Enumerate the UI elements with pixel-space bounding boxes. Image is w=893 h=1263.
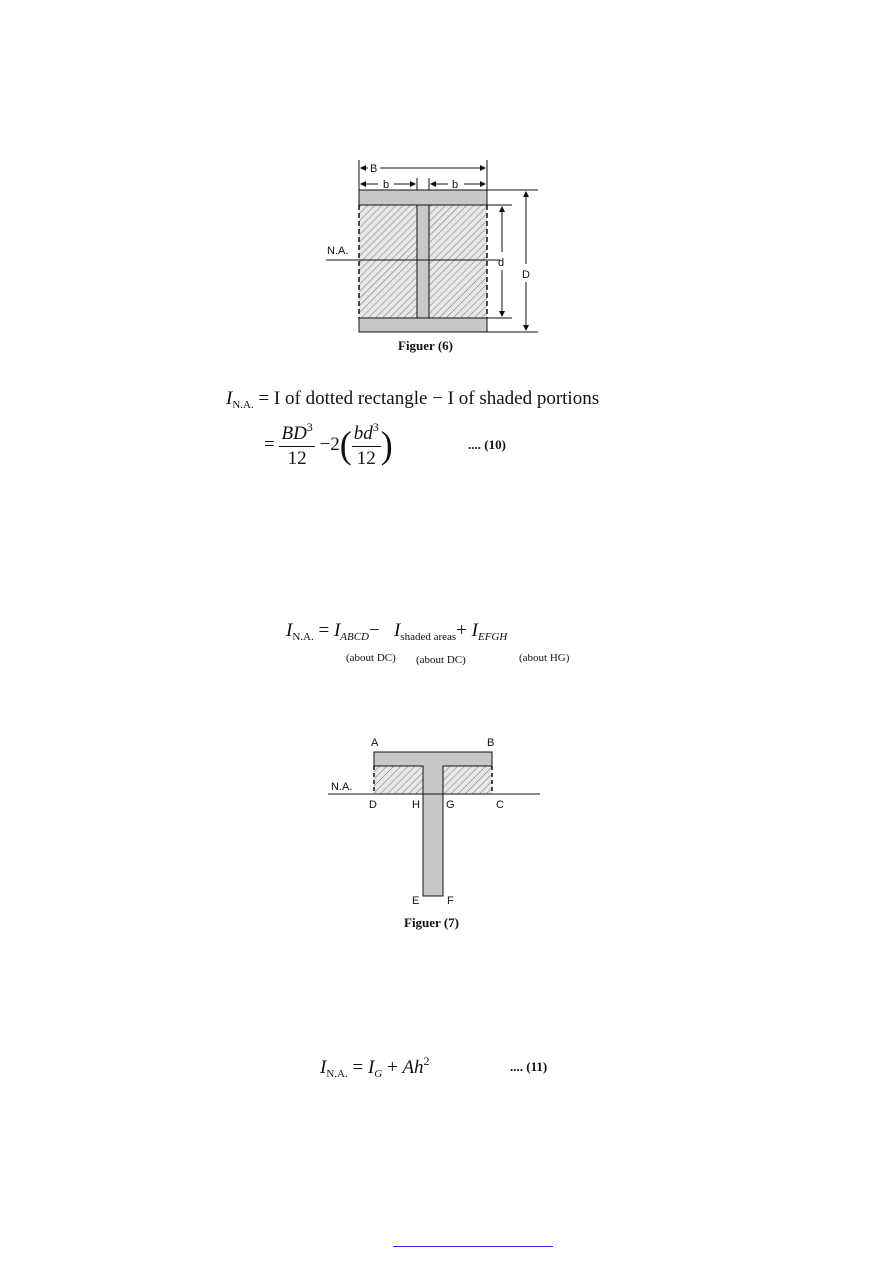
label-b-left: b xyxy=(383,179,390,191)
t-shaded-left xyxy=(374,766,423,794)
t-label-na: N.A. xyxy=(331,781,353,793)
eqt-term3-sub: EFGH xyxy=(477,631,508,643)
label-b-right: b xyxy=(452,179,459,191)
eq10-frac1-den: 12 xyxy=(287,448,307,469)
eq10-frac2-sup: 3 xyxy=(372,420,379,434)
t-shaded-right xyxy=(443,766,492,794)
eq11-Ah-sup: 2 xyxy=(423,1054,430,1068)
eqt-term3-I: I xyxy=(471,620,478,641)
figure-7-caption: Figuer (7) xyxy=(404,915,459,930)
t-label-H: H xyxy=(412,799,420,811)
eq10-frac2-num: bd xyxy=(353,423,373,444)
t-label-E: E xyxy=(412,895,420,907)
eqt-term2-I: I xyxy=(393,620,401,641)
t-label-G: G xyxy=(446,799,455,811)
eqt-note-3: (about HG) xyxy=(519,652,570,664)
eq11-eq: = xyxy=(352,1057,364,1078)
eqt-term2-sub: shaded areas xyxy=(400,631,457,643)
eq10-frac2-den: 12 xyxy=(356,448,376,469)
footer-link[interactable] xyxy=(393,1246,553,1247)
equation-11-number: .... (11) xyxy=(510,1059,548,1074)
eq10-lhs-I: I xyxy=(226,388,233,409)
eqt-minus: − xyxy=(369,620,380,641)
label-D: D xyxy=(522,269,530,281)
eq11-plus: + xyxy=(386,1057,398,1078)
t-label-B: B xyxy=(487,737,495,749)
label-B: B xyxy=(370,163,378,175)
eqt-term1-I: I xyxy=(333,620,341,641)
eqt-term1-sub: ABCD xyxy=(340,631,369,643)
eq10-eq-sign: = xyxy=(264,434,275,455)
eqt-note-1: (about DC) xyxy=(346,652,396,664)
eqt-note-2: (about DC) xyxy=(416,654,466,666)
eq11-IG-sub: G xyxy=(374,1068,383,1080)
t-label-F: F xyxy=(447,895,454,907)
equation-10-number: .... (10) xyxy=(468,437,506,452)
label-na: N.A. xyxy=(327,245,349,257)
equation-10-line2: = $\frac{BD^3}{12}$ −2( $\frac{bd^3}{12}$ ) xyxy=(264,420,393,469)
eq11-lhs-sub: N.A. xyxy=(326,1068,348,1080)
t-label-A: A xyxy=(371,737,379,749)
eq11-Ah: Ah xyxy=(402,1057,424,1078)
eq11-lhs-I: I xyxy=(320,1057,327,1078)
figure-6-caption: Figuer (6) xyxy=(398,338,453,353)
eqt-lhs-I: I xyxy=(286,620,293,641)
eqt-lhs-sub: N.A. xyxy=(292,631,314,643)
eq10-lhs-sub: N.A. xyxy=(232,399,254,411)
equation-11 xyxy=(320,1054,430,1080)
eq10-frac1-num: BD xyxy=(281,423,307,444)
t-label-D: D xyxy=(369,799,377,811)
eq10-frac1-sup: 3 xyxy=(306,420,313,434)
t-label-C: C xyxy=(496,799,504,811)
eqt-eq: = xyxy=(318,620,330,641)
eqt-plus: + xyxy=(456,620,467,641)
eq11-IG-I: I xyxy=(367,1057,375,1078)
eq10-coef: −2 xyxy=(319,434,340,455)
eq10-rhs-line1: = I of dotted rectangle − I of shaded portions xyxy=(258,388,600,409)
label-d: d xyxy=(498,257,505,269)
